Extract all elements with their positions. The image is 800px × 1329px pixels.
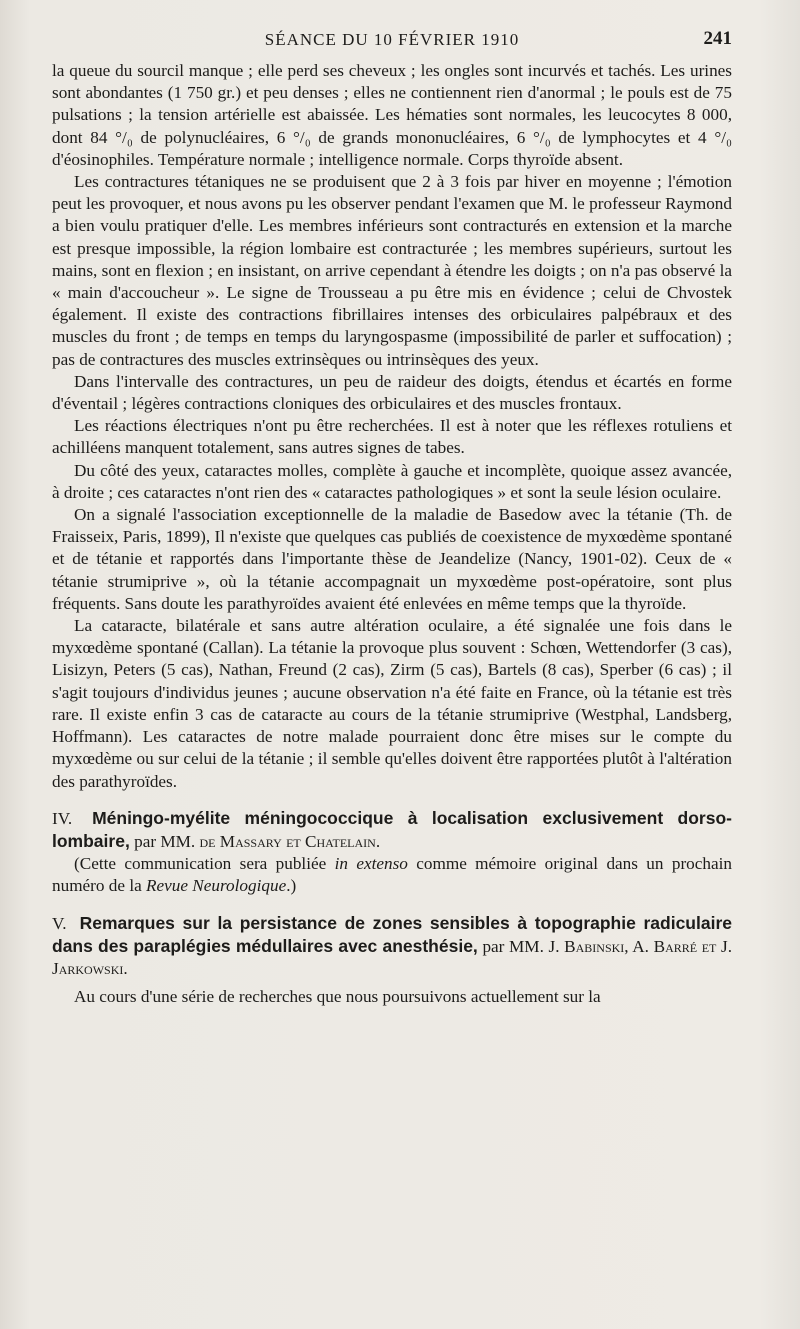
body-text	[52, 60, 732, 1008]
note-italic: in extenso	[334, 854, 408, 874]
section-iv-authors: de Massary et Chatelain.	[199, 831, 381, 851]
section-v-title: Remarques sur la persistance de zones sensibles à topographie radiculaire dans des paraplégies médullaires avec anesthésie,	[52, 912, 732, 956]
note-text: .)	[286, 876, 297, 896]
section-iv-heading	[52, 807, 732, 853]
journal-name: Revue Neurologique	[146, 876, 287, 896]
running-header	[52, 22, 732, 60]
running-title: SÉANCE DU 10 FÉVRIER 1910	[264, 30, 520, 49]
section-v-by: par MM.	[482, 936, 544, 956]
paragraph: Les contractures tétaniques ne se produisent que 2 à 3 fois par hiver en moyenne ; l'émotion peut les provoquer, et nous avons pu les observer pendant l'examen que M. le professeur Raymond a bien voulu pratiquer d'elle. Les membres inférieurs sont contracturés en extension et la marche est presque impossible, la région lombaire est contracturée ; les membres supérieurs, surtout les mains, sont en flexion ; en insistant, on arrive cependant à étendre les doigts ; on n'a pas observé la « main d'accoucheur ». Le signe de Trousseau a pu être mis en évidence ; celui de Chvostek également. Il existe des contractions fibrillaires intenses des orbiculaires palpébraux et des muscles du front ; de temps en temps du laryngospasme (impossibilité de parler et suffocation) ; pas de contractures des muscles extrinsèques ou intrinsèques des yeux.	[52, 172, 732, 369]
paragraph: Du côté des yeux, cataractes molles, complète à gauche et incomplète, quoique assez avancée, à droite ; ces cataractes n'ont rien des « cataractes pathologiques » et sont la seule lésion oculaire.	[52, 460, 732, 502]
paragraph: On a signalé l'association exceptionnelle de la maladie de Basedow avec la tétanie (Th. de Fraisseix, Paris, 1899), Il n'existe que quelques cas publiés de coexistence de myxœdème spontané et de tétanie et rapportés dans l'importante thèse de Jeandelize (Nancy, 1901-02). Ceux de « tétanie strumiprive », où la tétanie accompagnait un myxœdème post-opératoire, sont plus fréquents. Sans doute les parathyroïdes avaient été enlevées en même temps que la thyroïde.	[52, 505, 732, 613]
section-v-heading	[52, 912, 732, 981]
section-v-first-line: Au cours d'une série de recherches que nous poursuivons actuellement sur la	[74, 987, 601, 1007]
paragraph: La cataracte, bilatérale et sans autre altération oculaire, a été signalée une fois dans le myxœdème spontané (Callan). La tétanie la provoque plus souvent : Schœn, Wettendorfer (3 cas), Lisizyn, Peters (5 cas), Nathan, Freund (2 cas), Zirm (5 cas), Bartels (8 cas), Sperber (6 cas) ; il s'agit toujours d'individus jeunes ; aucune observation n'a été faite en France, où la tétanie est très rare. Il existe enfin 3 cas de cataracte au cours de la tétanie strumiprive (Westphal, Landsberg, Hoffmann). Les cataractes de notre malade pourraient donc être mises sur le compte du myxœdème ou sur celui de la tétanie ; il semble qu'elles doivent être rapportées plutôt à l'altération des parathyroïdes.	[52, 616, 732, 791]
section-iv-by: par MM.	[134, 831, 196, 851]
paragraph: la queue du sourcil manque ; elle perd ses cheveux ; les ongles sont incurvés et tachés. Les urines sont abondantes (1 750 gr.) et peu denses ; elles ne contiennent rien d'anormal ; le pouls est de 75 pulsations ; la tension artérielle est abaissée. Les hématies sont normales, les leucocytes 8 000, dont 84 °/₀ de polynucléaires, 6 °/₀ de grands mononucléaires, 6 °/₀ de lymphocytes et 4 °/₀ d'éosinophiles. Température normale ; intelligence normale. Corps thyroïde absent.	[52, 61, 732, 169]
section-v	[52, 912, 732, 1009]
page-number: 241	[703, 28, 732, 49]
section-iv-note	[52, 853, 732, 897]
section-iv-title: Méningo-myélite méningococcique à localisation exclusivement dorso-lombaire,	[52, 807, 732, 851]
section-iv	[52, 807, 732, 898]
paragraph: Les réactions électriques n'ont pu être recherchées. Il est à noter que les réflexes rotuliens et achilléens manquent totalement, sans autres signes de tabes.	[52, 416, 732, 458]
note-text: (Cette communication sera publiée	[74, 854, 327, 874]
section-iv-number: IV.	[52, 808, 73, 828]
note-text: comme mémoire original dans un prochain numéro de la	[52, 854, 732, 896]
paragraph: Dans l'intervalle des contractures, un peu de raideur des doigts, étendus et écartés en forme d'éventail ; légères contractions cloniques des orbiculaires et des muscles frontaux.	[52, 371, 732, 414]
section-v-authors: J. Babinski, A. Barré et J. Jarkowski.	[52, 936, 732, 978]
section-v-number: V.	[52, 913, 67, 933]
